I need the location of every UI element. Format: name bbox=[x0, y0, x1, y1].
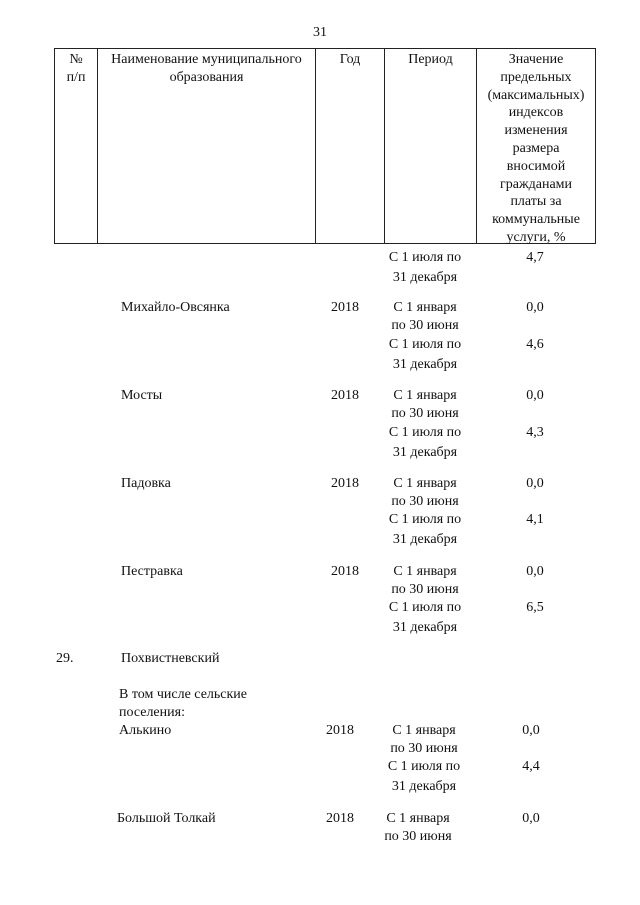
year-cell: 2018 bbox=[331, 564, 359, 579]
period-cell: С 1 июля по bbox=[388, 600, 462, 615]
period-cell: С 1 июля по bbox=[388, 337, 462, 352]
year-cell: 2018 bbox=[326, 811, 354, 826]
header-text: Наименование муниципального bbox=[111, 52, 302, 67]
column-divider bbox=[384, 49, 385, 243]
municipality-name: Михайло-Овсянка bbox=[121, 300, 230, 315]
period-cell: 31 декабря bbox=[392, 620, 458, 635]
header-text: образования bbox=[169, 69, 244, 85]
district-name: Похвистневский bbox=[121, 651, 220, 666]
value-cell: 0,0 bbox=[526, 388, 544, 403]
subheading: поселения: bbox=[119, 705, 185, 720]
district-number: 29. bbox=[56, 651, 74, 666]
year-cell: 2018 bbox=[326, 723, 354, 738]
municipality-name: Алькино bbox=[119, 723, 172, 738]
header-text: Значение bbox=[508, 52, 564, 67]
year-cell: 2018 bbox=[331, 476, 359, 491]
period-cell: С 1 июля по bbox=[388, 512, 462, 527]
period-cell: С 1 января bbox=[386, 811, 450, 826]
header-col-name bbox=[98, 51, 315, 87]
value-cell: 0,0 bbox=[522, 811, 540, 826]
header-text: (максимальных) bbox=[487, 87, 585, 103]
period-cell: С 1 июля по bbox=[387, 759, 461, 774]
period-cell: по 30 июня bbox=[391, 318, 459, 333]
header-text: размера bbox=[512, 140, 560, 156]
year-cell: 2018 bbox=[331, 388, 359, 403]
value-cell: 4,1 bbox=[526, 512, 544, 527]
year-cell: 2018 bbox=[331, 300, 359, 315]
period-cell: 31 декабря bbox=[391, 779, 457, 794]
period-cell: по 30 июня bbox=[391, 582, 459, 597]
value-cell: 4,6 bbox=[526, 337, 544, 352]
value-cell: 4,7 bbox=[526, 250, 544, 265]
period-cell: С 1 января bbox=[392, 723, 456, 738]
column-divider bbox=[315, 49, 316, 243]
value-cell: 0,0 bbox=[522, 723, 540, 738]
header-text: вносимой bbox=[506, 158, 566, 174]
municipality-name: Пестравка bbox=[121, 564, 183, 579]
period-cell: по 30 июня bbox=[391, 406, 459, 421]
header-text: предельных bbox=[500, 69, 572, 85]
header-text: платы за bbox=[510, 194, 562, 210]
header-text: коммунальные bbox=[492, 212, 580, 228]
municipality-name: Мосты bbox=[121, 388, 163, 403]
period-cell: 31 декабря bbox=[392, 532, 458, 547]
period-cell: С 1 января bbox=[393, 476, 457, 491]
period-cell: 31 декабря bbox=[392, 445, 458, 460]
period-cell: по 30 июня bbox=[391, 494, 459, 509]
header-text: гражданами bbox=[499, 176, 573, 192]
header-text: изменения bbox=[504, 123, 568, 139]
municipality-name: Падовка bbox=[121, 476, 171, 491]
header-text: услуги, % bbox=[506, 229, 566, 245]
period-cell: 31 декабря bbox=[392, 357, 458, 372]
page-number: 31 bbox=[313, 25, 327, 40]
header-col-year: Год bbox=[339, 52, 361, 67]
value-cell: 4,4 bbox=[522, 759, 540, 774]
header-col-period: Период bbox=[408, 52, 453, 67]
header-col-value bbox=[477, 51, 595, 247]
period-cell: по 30 июня bbox=[384, 829, 452, 844]
municipality-name: Большой Толкай bbox=[117, 811, 216, 826]
header-col-number bbox=[55, 51, 97, 87]
period-cell: С 1 января bbox=[393, 300, 457, 315]
period-cell: по 30 июня bbox=[390, 741, 458, 756]
value-cell: 0,0 bbox=[526, 564, 544, 579]
value-cell: 0,0 bbox=[526, 300, 544, 315]
value-cell: 0,0 bbox=[526, 476, 544, 491]
period-cell: С 1 января bbox=[393, 564, 457, 579]
period-cell: С 1 января bbox=[393, 388, 457, 403]
subheading: В том числе сельские bbox=[119, 687, 248, 702]
header-text: № bbox=[69, 52, 83, 67]
value-cell: 6,5 bbox=[526, 600, 544, 615]
header-text: п/п bbox=[66, 69, 86, 85]
table-header bbox=[54, 48, 596, 244]
header-text: индексов bbox=[508, 105, 564, 121]
period-cell: С 1 июля по bbox=[388, 250, 462, 265]
value-cell: 4,3 bbox=[526, 425, 544, 440]
period-cell: 31 декабря bbox=[392, 270, 458, 285]
period-cell: С 1 июля по bbox=[388, 425, 462, 440]
